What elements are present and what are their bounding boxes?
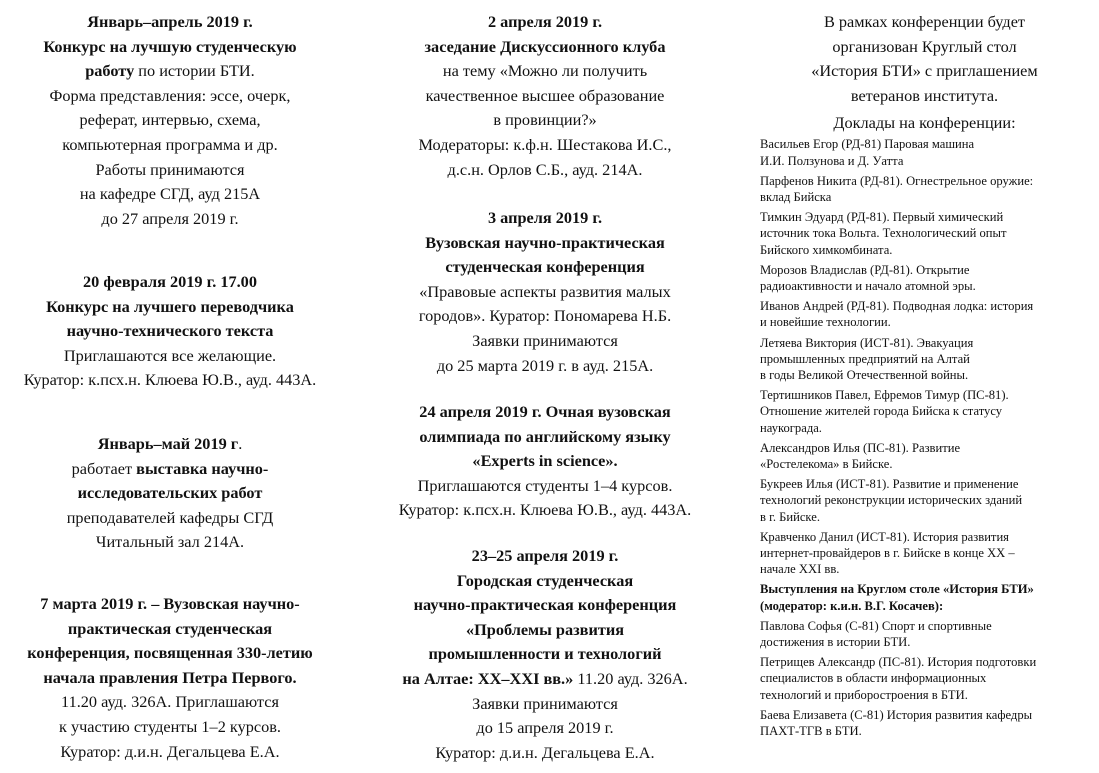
report-item [760,335,1097,384]
report-item [760,209,1097,258]
event-text: Приглашаются студенты 1–4 курсов. [417,475,673,495]
event-text: Куратор: д.и.н. Дегальцева Е.А. [60,741,280,761]
event-text: Куратор: д.и.н. Дегальцева Е.А. [435,742,655,762]
event-text: 11.20 ауд. 326А. Приглашаются [61,692,279,712]
intro-line: В рамках конференции будет [823,12,1026,31]
report-item-line: И.И. Ползунова и Д. Уатта [760,153,904,168]
event-peter-conference [0,592,340,764]
event-date: Январь–май 2019 г. [97,434,243,453]
event-title-cont: на Алтае: XX–XXI вв.» 11.20 ауд. 326А. [402,668,688,688]
report-item-line: Тертишников Павел, Ефремов Тимур (ПС-81). [760,388,1009,403]
event-text: качественное высшее образование [425,85,665,105]
event-text: Заявки принимаются [472,330,618,350]
event-text: Модераторы: к.ф.н. Шестакова И.С., [418,134,672,154]
event-title: Конкурс на лучшего переводчика [46,296,294,316]
event-text: Куратор: к.псх.н. Клюева Ю.В., ауд. 443А. [23,370,317,390]
report-item-line: Иванов Андрей (РД-81). Подводная лодка: история [760,299,1034,314]
report-item-line: в годы Великой Отечественной войны. [760,368,969,383]
roundtable-item-line: технологий и приборостроения в БТИ. [760,687,968,702]
report-item [760,136,1097,168]
roundtable-item-line: Баева Елизавета (С-81) История развития кафедры [760,707,1033,722]
report-item-line: Отношение жителей города Бийска к статусу [760,404,1003,419]
report-item-line: Морозов Владислав (РД-81). Открытие [760,262,970,277]
roundtable-item [760,654,1097,703]
event-date: 23–25 апреля 2019 г. [471,546,619,565]
roundtable-item-line: Павлова Софья (С-81) Спорт и спортивные [760,618,992,633]
intro-line: организован Круглый стол [832,36,1017,56]
event-title-cont: конференция, посвященная 330-летию [27,643,313,663]
column-right [752,0,1097,743]
event-title-cont: олимпиада по английскому языку [419,426,671,446]
event-text: на кафедре СГД, ауд 215А [79,184,261,204]
report-item-line: начале XXI вв. [760,562,840,577]
roundtable-heading-line: (модератор: к.и.н. В.Г. Косачев): [760,598,944,613]
event-legal-conference [372,206,718,378]
event-text: Читальный зал 214А. [95,532,245,552]
report-item-line: в г. Бийске. [760,509,820,524]
event-discussion-club [372,10,718,182]
event-text: Приглашаются все желающие. [63,345,277,365]
event-text: к участию студенты 1–2 курсов. [59,716,281,736]
roundtable-intro [752,0,1097,108]
report-item-line: технологий реконструкции исторических зданий [760,493,1023,508]
event-text: Куратор: к.псх.н. Клюева Ю.В., ауд. 443А. [398,500,692,520]
report-item-line: Тимкин Эдуард (РД-81). Первый химический [760,210,1004,225]
report-item-line: Букреев Илья (ИСТ-81). Развитие и применение [760,477,1019,492]
event-title: заседание Дискуссионного клуба [424,36,666,56]
event-title-cont: «Проблемы развития [465,619,625,639]
event-city-conference [372,544,718,765]
report-item [760,298,1097,330]
reports-heading: Доклады на конференции: [833,113,1016,133]
event-text: Заявки принимаются [472,693,618,713]
event-text: Работы принимаются [95,159,245,179]
report-item [760,440,1097,472]
event-title-cont: практическая студенческая [67,618,273,638]
roundtable-heading [760,581,1097,613]
report-item-line: Парфенов Никита (РД-81). Огнестрельное оружие: [760,173,1034,188]
event-text: до 25 марта 2019 г. в ауд. 215А. [436,355,654,375]
event-title-cont: работу по истории БТИ. [85,61,255,81]
event-text: преподавателей кафедры СГД [66,507,274,527]
report-item-line: «Ростелекома» в Бийске. [760,457,893,472]
roundtable-item [760,707,1097,739]
event-title: Вузовская научно-практическая [425,232,665,252]
event-title-cont: научно-технического текста [66,321,274,341]
event-text: до 27 апреля 2019 г. [101,208,239,228]
event-title-cont: научно-практическая конференция [413,595,677,615]
report-item-line: Александров Илья (ПС-81). Развитие [760,440,961,455]
event-text: на тему «Можно ли получить [442,61,648,81]
event-student-work-contest [0,10,340,231]
event-translator-contest [0,270,340,393]
event-text: в провинции?» [493,110,597,130]
report-item-line: наукограда. [760,420,822,435]
event-title-cont: промышленности и технологий [428,644,662,664]
event-title: Городская студенческая [456,570,634,590]
roundtable-item-line: Петрищев Александр (ПС-81). История подготовки [760,655,1037,670]
event-title: Конкурс на лучшую студенческую [43,36,297,56]
intro-line: ветеранов института. [850,85,999,105]
roundtable-item-line: ПАХТ-ТГВ в БТИ. [760,724,862,739]
report-item-line: интернет-провайдеров в г. Бийске в конце XX – [760,546,1015,561]
report-item [760,529,1097,578]
report-item-line: Бийского химкомбината. [760,242,893,257]
report-item-line: Васильев Егор (РД-81) Паровая машина [760,137,975,152]
event-date: 3 апреля 2019 г. [487,208,603,227]
event-title: 7 марта 2019 г. – Вузовская научно- [40,594,300,613]
event-text: «Правовые аспекты развития малых [419,281,671,301]
report-item [760,387,1097,436]
roundtable-item-line: специалистов в области информационных [760,671,987,686]
event-text: компьютерная программа и др. [62,134,278,154]
event-title: 24 апреля 2019 г. Очная вузовская [419,402,671,421]
event-title-cont: «Experts in science». [472,451,618,471]
report-item [760,476,1097,525]
reports-list [752,136,1097,739]
report-item-line: радиоактивности и начало атомной эры. [760,279,976,293]
report-item-line: Летяева Виктория (ИСТ-81). Эвакуация [760,335,974,350]
roundtable-heading-line: Выступления на Круглом столе «История БТИ» [760,582,1034,597]
event-date: 2 апреля 2019 г. [487,12,603,31]
report-item-line: вклад Бийска [760,189,832,204]
event-text: д.с.н. Орлов С.Б., ауд. 214А. [447,159,643,179]
report-item-line: промышленных предприятий на Алтай [760,351,970,366]
report-item [760,262,1097,294]
event-title: работает выставка научно- [71,458,269,478]
event-english-olympiad [372,400,718,523]
event-title-cont: исследовательских работ [77,483,263,503]
event-title-cont: начала правления Петра Первого. [43,667,297,687]
event-text: до 15 апреля 2019 г. [476,718,614,738]
roundtable-item [760,618,1097,650]
event-exhibition [0,432,340,555]
roundtable-item-line: достижения в истории БТИ. [760,635,911,650]
report-item [760,173,1097,205]
report-item-line: источник тока Вольта. Технологический опыт [760,226,1007,241]
event-text: реферат, интервью, схема, [79,110,261,130]
intro-line: «История БТИ» с приглашением [811,61,1038,81]
event-text: Форма представления: эссе, очерк, [49,85,291,105]
event-text: городов». Куратор: Пономарева Н.Б. [418,306,672,326]
report-item-line: Кравченко Данил (ИСТ-81). История развития [760,529,1009,544]
event-title-cont: студенческая конференция [445,257,645,277]
event-date: Январь–апрель 2019 г. [87,12,253,31]
report-item-line: и новейшие технологии. [760,315,891,330]
event-date: 20 февраля 2019 г. 17.00 [83,272,257,291]
